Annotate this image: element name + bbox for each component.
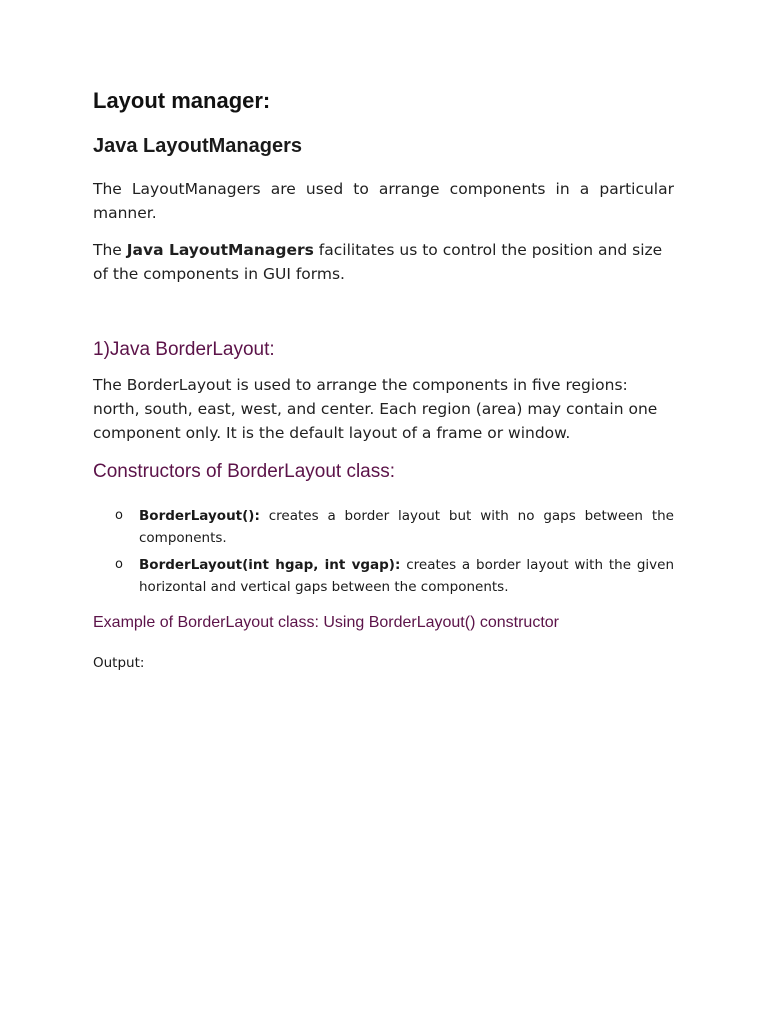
constructors-heading-text: Constructors of BorderLayout class	[93, 461, 390, 482]
para-text-post: facilitates us to control the position and size of the components in GUI forms.	[93, 241, 663, 283]
page-title: Layout manager:	[93, 88, 271, 113]
constructors-heading	[93, 461, 674, 483]
borderlayout-heading: 1)Java BorderLayout:	[93, 339, 275, 360]
example-heading: Example of BorderLayout class: Using BorderLayout() constructor	[93, 614, 559, 631]
constructors-heading-colon: :	[389, 461, 396, 482]
constructor-desc: creates a border layout but with no gaps between the components.	[139, 508, 674, 546]
constructors-list	[115, 505, 674, 603]
constructor-name: BorderLayout():	[139, 508, 260, 524]
constructor-desc: creates a border layout with the given horizontal and vertical gaps between the components.	[139, 557, 674, 595]
section-subtitle: Java LayoutManagers	[93, 135, 302, 157]
constructor-name: BorderLayout(int hgap, int vgap):	[139, 557, 401, 573]
para-text-pre: The	[93, 241, 127, 259]
output-label: Output:	[93, 655, 145, 671]
description-paragraph	[93, 238, 674, 286]
borderlayout-description: The BorderLayout is used to arrange the components in five regions: north, south, east, west, and center. Each region (area) may contain one component only. It is the default layout of a frame or window.	[93, 376, 658, 442]
list-item	[115, 554, 674, 598]
bullet-icon: o	[115, 508, 123, 523]
bullet-icon: o	[115, 557, 123, 572]
para-bold-term: Java LayoutManagers	[126, 241, 314, 259]
intro-paragraph: The LayoutManagers are used to arrange components in a particular manner.	[93, 180, 674, 222]
list-item	[115, 505, 674, 549]
